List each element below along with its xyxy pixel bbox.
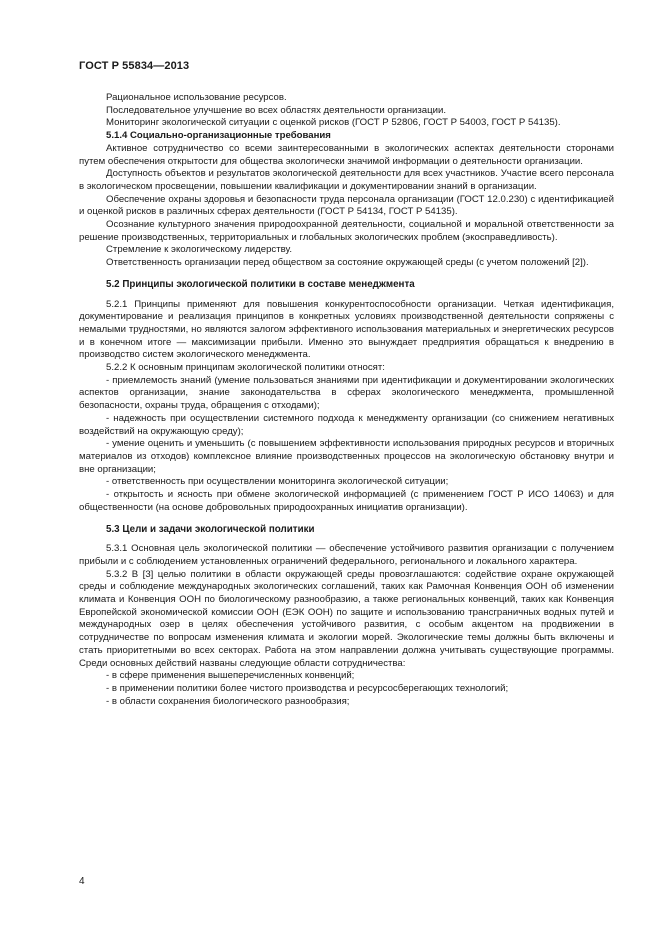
paragraph: - приемлемость знаний (умение пользоваться знаниями при идентификации и документировании экологических аспектов организации, знание законодательства в сферах экологического менеджмента, промышленной безопасности, охраны труда, обращения с отходами);: [79, 374, 614, 412]
paragraph: 5.3.2 В [3] целью политики в области окружающей среды провозглашаются: содействие охране окружающей среды и соблюдение международных экологических соглашений, таких как Рамочная Конвенция ООН об изменении климата и Конвенция ООН по биологическому разнообразию, а также региональных конвенций, таких как Конвенция Европейской экономической комиссии ООН (ЕЭК ООН) по защите и использованию трансграничных водных путей и международных озер в целях обеспечения устойчивого развития, с особым акцентом на продвижении в сотрудничестве по вопросам изменения климата и экологии морей. Экологические темы должны быть включены и стать приоритетными во всех секторах. Работа на этом направлении должна учитывать существующие программы. Среди основных действий названы следующие области сотрудничества:: [79, 568, 614, 669]
paragraph: Ответственность организации перед обществом за состояние окружающей среды (с учетом положений [2]).: [106, 257, 589, 269]
page-number: 4: [79, 876, 85, 887]
paragraph: - надежность при осуществлении системного подхода к менеджменту организации (со снижением негативных воздействий на окружающую среду);: [79, 412, 614, 437]
section-heading: 5.2 Принципы экологической политики в составе менеджмента: [106, 278, 415, 290]
paragraph: - открытость и ясность при обмене экологической информацией (с применением ГОСТ Р ИСО 14063) и для общественности (на основе добровольных природоохранных инициатив организации).: [79, 489, 614, 513]
paragraph: - в сфере применения вышеперечисленных конвенций;: [106, 670, 355, 682]
paragraph: Осознание культурного значения природоохранной деятельности, социальной и моральной ответственности за решение производственных, территориальных и глобальных экологических проблем (экосправедливость).: [79, 219, 614, 243]
paragraph: Стремление к экологическому лидерству.: [106, 244, 293, 256]
paragraph: - ответственность при осуществлении мониторинга экологической ситуации;: [106, 476, 449, 488]
paragraph: Мониторинг экологической ситуации с оценкой рисков (ГОСТ Р 52806, ГОСТ Р 54003, ГОСТ Р 54135).: [106, 117, 561, 129]
document-body: [79, 92, 614, 708]
document-header: ГОСТ Р 55834—2013: [79, 60, 190, 72]
paragraph: - умение оценить и уменьшить (с повышением эффективности использования природных ресурсов и вторичных материалов из отходов) комплексное влияние производственных процессов на экологическую обстановку внутри и вне организации;: [79, 438, 614, 475]
paragraph: Доступность объектов и результатов экологической деятельности для всех участников. Участие всего персонала в экологическом просвещении, повышении квалификации и документировании знаний в организации.: [79, 168, 614, 192]
paragraph: 5.2.2 К основным принципам экологической политики относят:: [106, 362, 385, 374]
paragraph: 5.2.1 Принципы применяют для повышения конкурентоспособности организации. Четкая идентификация, документирование и реализация принципов в конкретных условиях производственной деятельности сопряжены с немалыми трудностями, но являются залогом эффективного использования материальных и энергетических ресурсов и в конечном итоге — максимизации прибыли. Именно это вынуждает предприятия обращаться к внедрению в производство систем экологического менеджмента.: [79, 298, 614, 361]
section-heading: 5.3 Цели и задачи экологической политики: [106, 523, 315, 535]
paragraph: - в области сохранения биологического разнообразия;: [106, 695, 350, 707]
paragraph: Обеспечение охраны здоровья и безопасности труда персонала организации (ГОСТ 12.0.230) с идентификацией и оценкой рисков в различных сферах деятельности (ГОСТ Р 54134, ГОСТ Р 54135).: [79, 193, 614, 218]
paragraph: Активное сотрудничество со всеми заинтересованными в экологических аспектах деятельности сторонами путем обеспечения открытости для общества экологически значимой информации о деятельности организации.: [79, 142, 614, 167]
paragraph: - в применении политики более чистого производства и ресурсосберегающих технологий;: [106, 682, 509, 694]
paragraph: Последовательное улучшение во всех областях деятельности организации.: [106, 104, 446, 116]
paragraph: 5.3.1 Основная цель экологической политики — обеспечение устойчивого развития организации с получением прибыли и с соблюдением установленных ограничений федерального, регионального и локального характера.: [79, 543, 614, 567]
section-heading: 5.1.4 Социально-организационные требования: [106, 130, 331, 142]
paragraph: Рациональное использование ресурсов.: [106, 92, 287, 103]
